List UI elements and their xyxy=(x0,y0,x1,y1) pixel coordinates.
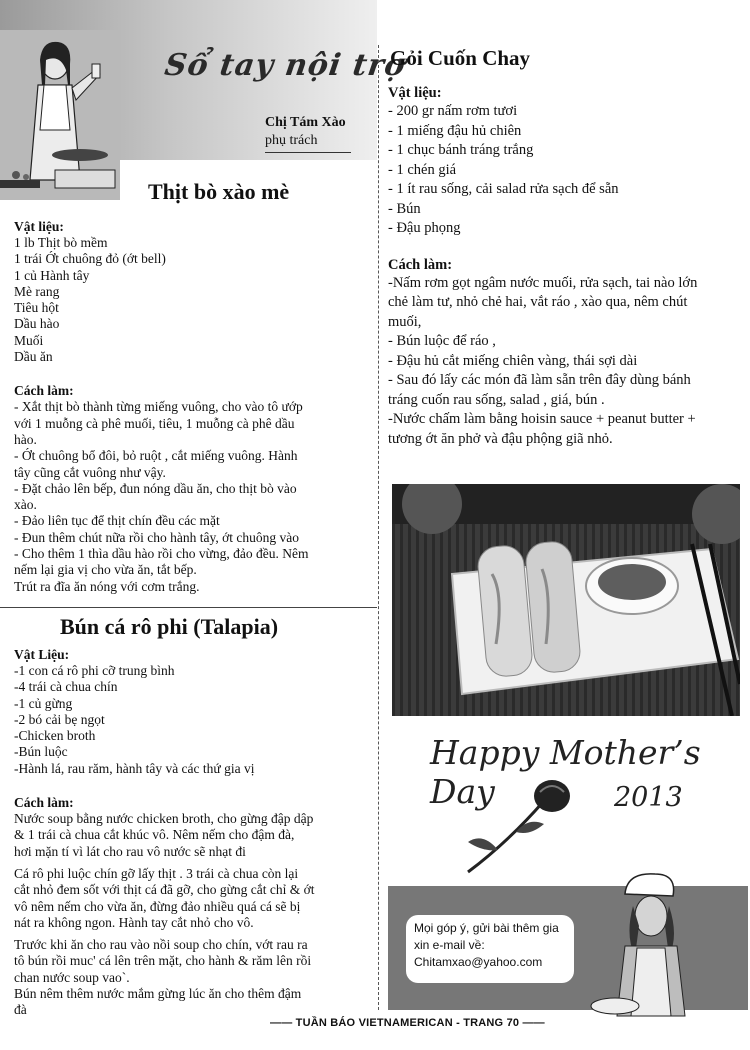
method-line: tô bún rồi muc' cá lên trên mặt, cho hành & răm lên rồi xyxy=(14,953,312,969)
method-line: - Đậu hủ cắt miếng chiên vàng, thái sợi dài xyxy=(388,352,638,369)
method-line: với 1 muỗng cà phê muối, tiêu, 1 muỗng cà phê dầu xyxy=(14,415,295,431)
recipe1-ingredients xyxy=(14,219,374,595)
recipe1-ingredients-heading: Vật liệu: xyxy=(14,219,64,234)
recipe2-title: Bún cá rô phi (Talapia) xyxy=(60,614,279,639)
list-item: -1 củ gừng xyxy=(14,695,73,711)
recipe1-method-heading: Cách làm: xyxy=(14,383,74,399)
recipe2-method xyxy=(14,811,376,1019)
contact-speech-bubble xyxy=(406,915,574,983)
list-item: Mè rang xyxy=(14,283,60,299)
recipe3-ingredient-list xyxy=(388,102,743,239)
method-line: - Xắt thịt bò thành từng miếng vuông, cho vào tô ướp xyxy=(14,399,303,415)
column-brand-title: Sổ tay nội trợ xyxy=(162,48,409,83)
list-item: - 200 gr nấm rơm tươi xyxy=(388,103,518,119)
method-line: -Nấm rơm gọt ngâm nước muối, rửa sạch, tai nào lớn xyxy=(388,274,698,291)
greeting-title: Happy Mother’s Day xyxy=(430,733,701,811)
method-line: muối, xyxy=(388,313,422,330)
method-line: hào. xyxy=(14,431,37,447)
method-line: Bún nêm thêm nước mắm gừng lúc ăn cho thêm đậm xyxy=(14,986,302,1002)
method-line: - Đun thêm chút nữa rồi cho hành tây, ớt chuông vào xyxy=(14,529,300,545)
method-line: Nước soup bằng nước chicken broth, cho gừng đập dập xyxy=(14,811,314,827)
author-name: Chị Tám Xào xyxy=(265,115,346,130)
recipe3-body xyxy=(388,85,743,449)
page-footer: —— TUẦN BÁO VIETNAMERICAN - TRANG 70 —— xyxy=(270,1017,545,1029)
method-line: - Sau đó lấy các món đã làm sẵn trên đây dùng bánh xyxy=(388,372,691,388)
list-item: - 1 chén giá xyxy=(388,161,457,178)
method-line: nếm lại gia vị cho vừa ăn, tắt bếp. xyxy=(14,562,197,578)
method-line: & 1 trái cà chua cắt khúc vô. Nêm nếm cho đậm đà, xyxy=(14,827,295,843)
list-item: Muối xyxy=(14,332,44,348)
method-line: - Bún luộc để ráo , xyxy=(388,333,496,349)
method-line: - Đặt chảo lên bếp, đun nóng dầu ăn, cho thịt bò vào xyxy=(14,480,297,496)
list-item: Tiêu hột xyxy=(14,300,59,316)
list-item: -Chicken broth xyxy=(14,728,96,744)
list-item: -Hành lá, rau răm, hành tây và các thứ gia vị xyxy=(14,760,255,776)
method-line: -Nước chấm làm bằng hoisin sauce + peanut butter + xyxy=(388,411,696,427)
list-item: -2 bó cải bẹ ngọt xyxy=(14,711,105,727)
list-item: -Bún luộc xyxy=(14,744,68,760)
list-item: - 1 miếng đậu hủ chiên xyxy=(388,122,522,139)
method-line: cắt nhỏ đem sốt với thịt cá đã gỡ, cho gừng cắt chỉ & ớt xyxy=(14,882,315,898)
author-underline xyxy=(265,152,351,153)
method-line: - Ớt chuông bổ đôi, bỏ ruột , cắt miếng vuông. Hành xyxy=(14,448,298,464)
list-item: - 1 chục bánh tráng trắng xyxy=(388,142,534,158)
recipe2-method-heading: Cách làm: xyxy=(14,795,74,811)
recipe2-ingredient-list xyxy=(14,663,376,777)
list-item: Dầu ăn xyxy=(14,349,53,365)
list-item: 1 lb Thịt bò mềm xyxy=(14,235,108,250)
method-line: chẻ làm tư, nhỏ chẻ hai, vắt ráo , xào qua, nêm chút xyxy=(388,294,688,310)
method-line: tây cũng cắt vuông như vậy. xyxy=(14,464,166,480)
recipe1-ingredient-list xyxy=(14,235,374,365)
method-line: Trước khi ăn cho rau vào nồi soup cho chín, vớt rau ra xyxy=(14,937,308,953)
section-divider xyxy=(0,607,377,608)
method-line: xào. xyxy=(14,497,37,513)
method-line: Trút ra đĩa ăn nóng với cơm trắng. xyxy=(14,578,200,594)
method-line: - Đảo liên tục để thịt chín đều các mặt xyxy=(14,513,220,529)
list-item: -4 trái cà chua chín xyxy=(14,679,118,695)
list-item: - Đậu phọng xyxy=(388,220,461,236)
cook-woman-illustration xyxy=(0,30,120,200)
greeting-year: 2013 xyxy=(614,782,683,813)
chef-woman-illustration xyxy=(585,866,735,1026)
list-item: - Bún xyxy=(388,200,421,217)
recipe3-title: Gỏi Cuốn Chay xyxy=(390,46,531,70)
method-line: vô nêm nếm cho vừa ăn, đừng đảo nhiều quá cá sẽ bị xyxy=(14,898,301,914)
recipe3-method-heading: Cách làm: xyxy=(388,256,453,273)
recipe1-method xyxy=(14,399,374,595)
method-line: nát ra không ngon. Hành tay cắt nhỏ cho vô. xyxy=(14,914,254,930)
list-item: 1 trái Ớt chuông đỏ (ớt bell) xyxy=(14,251,166,267)
list-item: - 1 ít rau sống, cải salad rửa sạch để sẵn xyxy=(388,181,619,197)
recipe2-ingredients-heading: Vật Liệu: xyxy=(14,647,70,662)
contact-email[interactable]: Chitamxao@yahoo.com xyxy=(414,955,543,969)
list-item: Dầu hào xyxy=(14,316,60,332)
recipe3-method xyxy=(388,274,743,450)
rose-icon xyxy=(448,772,588,882)
contact-line: xin e-mail về: xyxy=(414,938,485,952)
method-line: Cá rô phi luộc chín gỡ lấy thịt . 3 trái cà chua còn lại xyxy=(14,865,299,881)
author-role: phụ trách xyxy=(265,133,318,148)
spring-rolls-photo xyxy=(392,484,740,716)
column-divider xyxy=(378,45,379,1010)
method-line: đà xyxy=(14,1002,27,1018)
method-line: tráng cuốn rau sống, salad , giá, bún . xyxy=(388,391,605,408)
author-credit xyxy=(265,114,346,150)
list-item: -1 con cá rô phi cỡ trung bình xyxy=(14,663,175,678)
method-line: chan nước soup vao`. xyxy=(14,969,130,985)
contact-line: Mọi góp ý, gửi bài thêm gia xyxy=(414,921,559,935)
recipe1-title: Thịt bò xào mè xyxy=(148,179,290,204)
recipe2-body xyxy=(14,647,376,1019)
method-line: - Cho thêm 1 thìa dầu hào rồi cho vừng, đảo đều. Nêm xyxy=(14,546,309,562)
method-line: hơi mặn tí vì lát cho rau vô nước sẽ nhạt đi xyxy=(14,843,246,859)
method-line: tương ớt ăn phở và đậu phộng giã nhỏ. xyxy=(388,430,613,447)
recipe3-ingredients-heading: Vật liệu: xyxy=(388,85,442,101)
list-item: 1 củ Hành tây xyxy=(14,267,90,283)
